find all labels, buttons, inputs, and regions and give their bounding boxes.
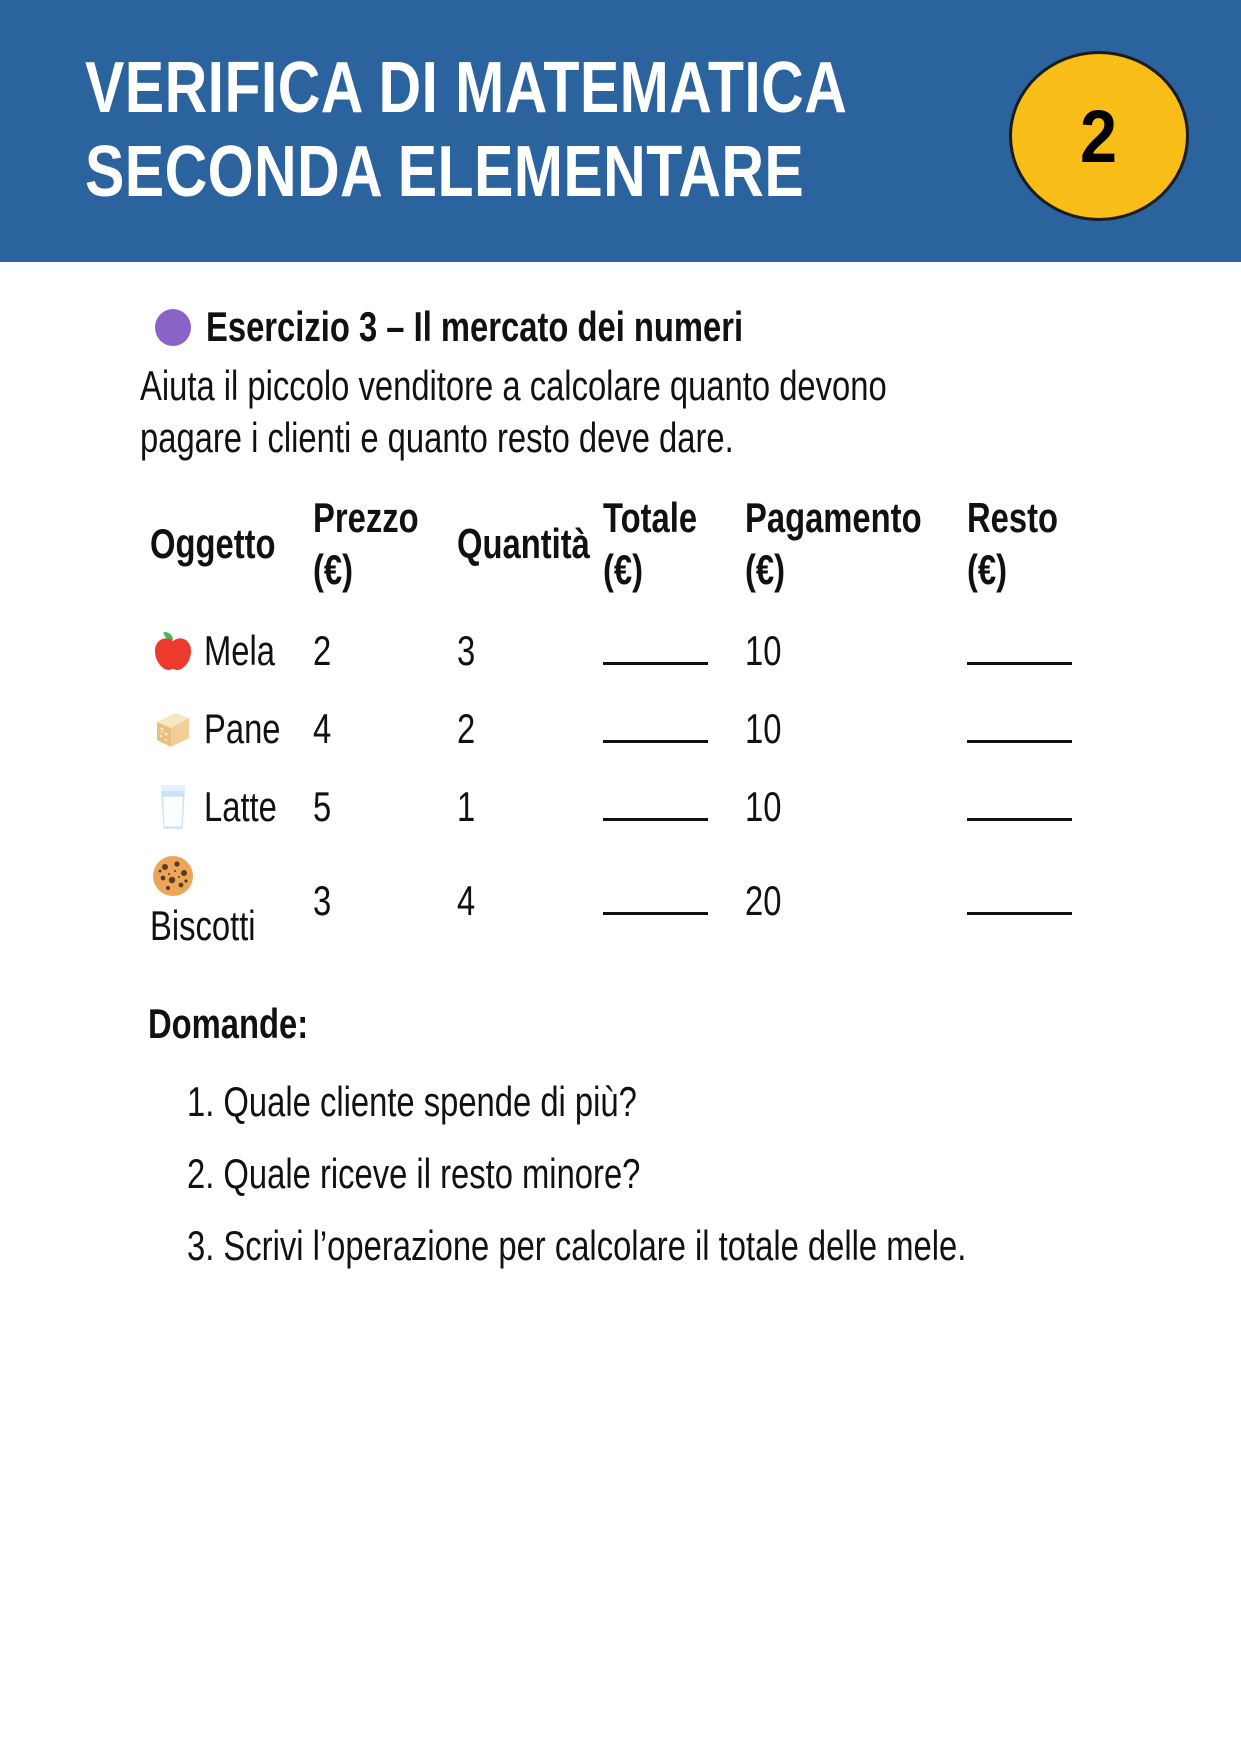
- table-row-latte: [150, 768, 1181, 846]
- resto-cell: [967, 783, 1087, 831]
- table-row-pane: [150, 690, 1181, 768]
- totale-blank-line[interactable]: [603, 628, 708, 665]
- totale-cell: [603, 877, 745, 925]
- item-label: Pane: [204, 705, 281, 752]
- item-cell: [150, 777, 313, 837]
- totale-blank-line[interactable]: [603, 706, 708, 743]
- prezzo-value: 2: [313, 627, 332, 674]
- prezzo-value: 3: [313, 877, 332, 924]
- table-row-mela: [150, 612, 1181, 690]
- resto-blank-line[interactable]: [967, 784, 1072, 821]
- market-table: [150, 492, 1181, 956]
- bread-icon: [150, 705, 196, 753]
- column-header-oggetto: Oggetto: [150, 520, 276, 567]
- item-cell: [150, 621, 313, 681]
- resto-cell: [967, 627, 1087, 675]
- prezzo-value: 4: [313, 705, 332, 752]
- quantita-value: 3: [457, 627, 476, 674]
- table-header-row: [150, 492, 1181, 596]
- exercise-instructions: Aiuta il piccolo venditore a calcolare quanto devono pagare i clienti e quanto resto deve dare.: [140, 362, 887, 461]
- quantita-value: 2: [457, 705, 476, 752]
- exercise-title-row: [155, 303, 1181, 350]
- prezzo-value: 5: [313, 783, 332, 830]
- column-header-prezzo: Prezzo (€): [313, 494, 419, 593]
- totale-cell: [603, 705, 745, 753]
- questions-list: [150, 1080, 1181, 1268]
- column-header-quantita: Quantità: [457, 520, 590, 567]
- totale-blank-line[interactable]: [603, 878, 708, 915]
- totale-cell: [603, 627, 745, 675]
- pagamento-value: 20: [745, 877, 782, 924]
- question-2: 2. Quale riceve il resto minore?: [187, 1150, 641, 1197]
- totale-cell: [603, 783, 745, 831]
- item-label: Latte: [204, 783, 277, 830]
- resto-blank-line[interactable]: [967, 706, 1072, 743]
- pagamento-value: 10: [745, 705, 782, 752]
- exercise-title: Esercizio 3 – Il mercato dei numeri: [206, 303, 744, 350]
- totale-blank-line[interactable]: [603, 784, 708, 821]
- item-label: Biscotti: [150, 902, 256, 949]
- item-cell: [150, 699, 313, 759]
- question-1: 1. Quale cliente spende di più?: [187, 1078, 637, 1125]
- header-title-line2: SECONDA ELEMENTARE: [85, 132, 805, 212]
- quantita-value: 4: [457, 877, 476, 924]
- column-header-pagamento: Pagamento (€): [745, 494, 922, 593]
- milk-icon: [150, 783, 196, 831]
- questions-heading: Domande:: [148, 1000, 309, 1047]
- table-row-biscotti: [150, 846, 1181, 956]
- resto-cell: [967, 705, 1087, 753]
- resto-blank-line[interactable]: [967, 878, 1072, 915]
- page-number-badge: [1009, 51, 1189, 221]
- worksheet-content: [0, 262, 1241, 1268]
- purple-bullet-icon: [155, 309, 191, 346]
- pagamento-value: 10: [745, 783, 782, 830]
- page-number: 2: [1080, 94, 1118, 178]
- column-header-resto: Resto (€): [967, 494, 1059, 593]
- resto-cell: [967, 877, 1087, 925]
- column-header-totale: Totale (€): [603, 494, 698, 593]
- quantita-value: 1: [457, 783, 476, 830]
- cookie-icon: [150, 852, 196, 900]
- resto-blank-line[interactable]: [967, 628, 1072, 665]
- pagamento-value: 10: [745, 627, 782, 674]
- item-cell: [150, 846, 313, 956]
- header-title-line1: VERIFICA DI MATEMATICA: [85, 48, 848, 128]
- question-3: 3. Scrivi l’operazione per calcolare il totale delle mele.: [187, 1222, 967, 1269]
- header-banner: [0, 0, 1241, 262]
- apple-icon: [150, 627, 196, 675]
- item-label: Mela: [204, 627, 276, 674]
